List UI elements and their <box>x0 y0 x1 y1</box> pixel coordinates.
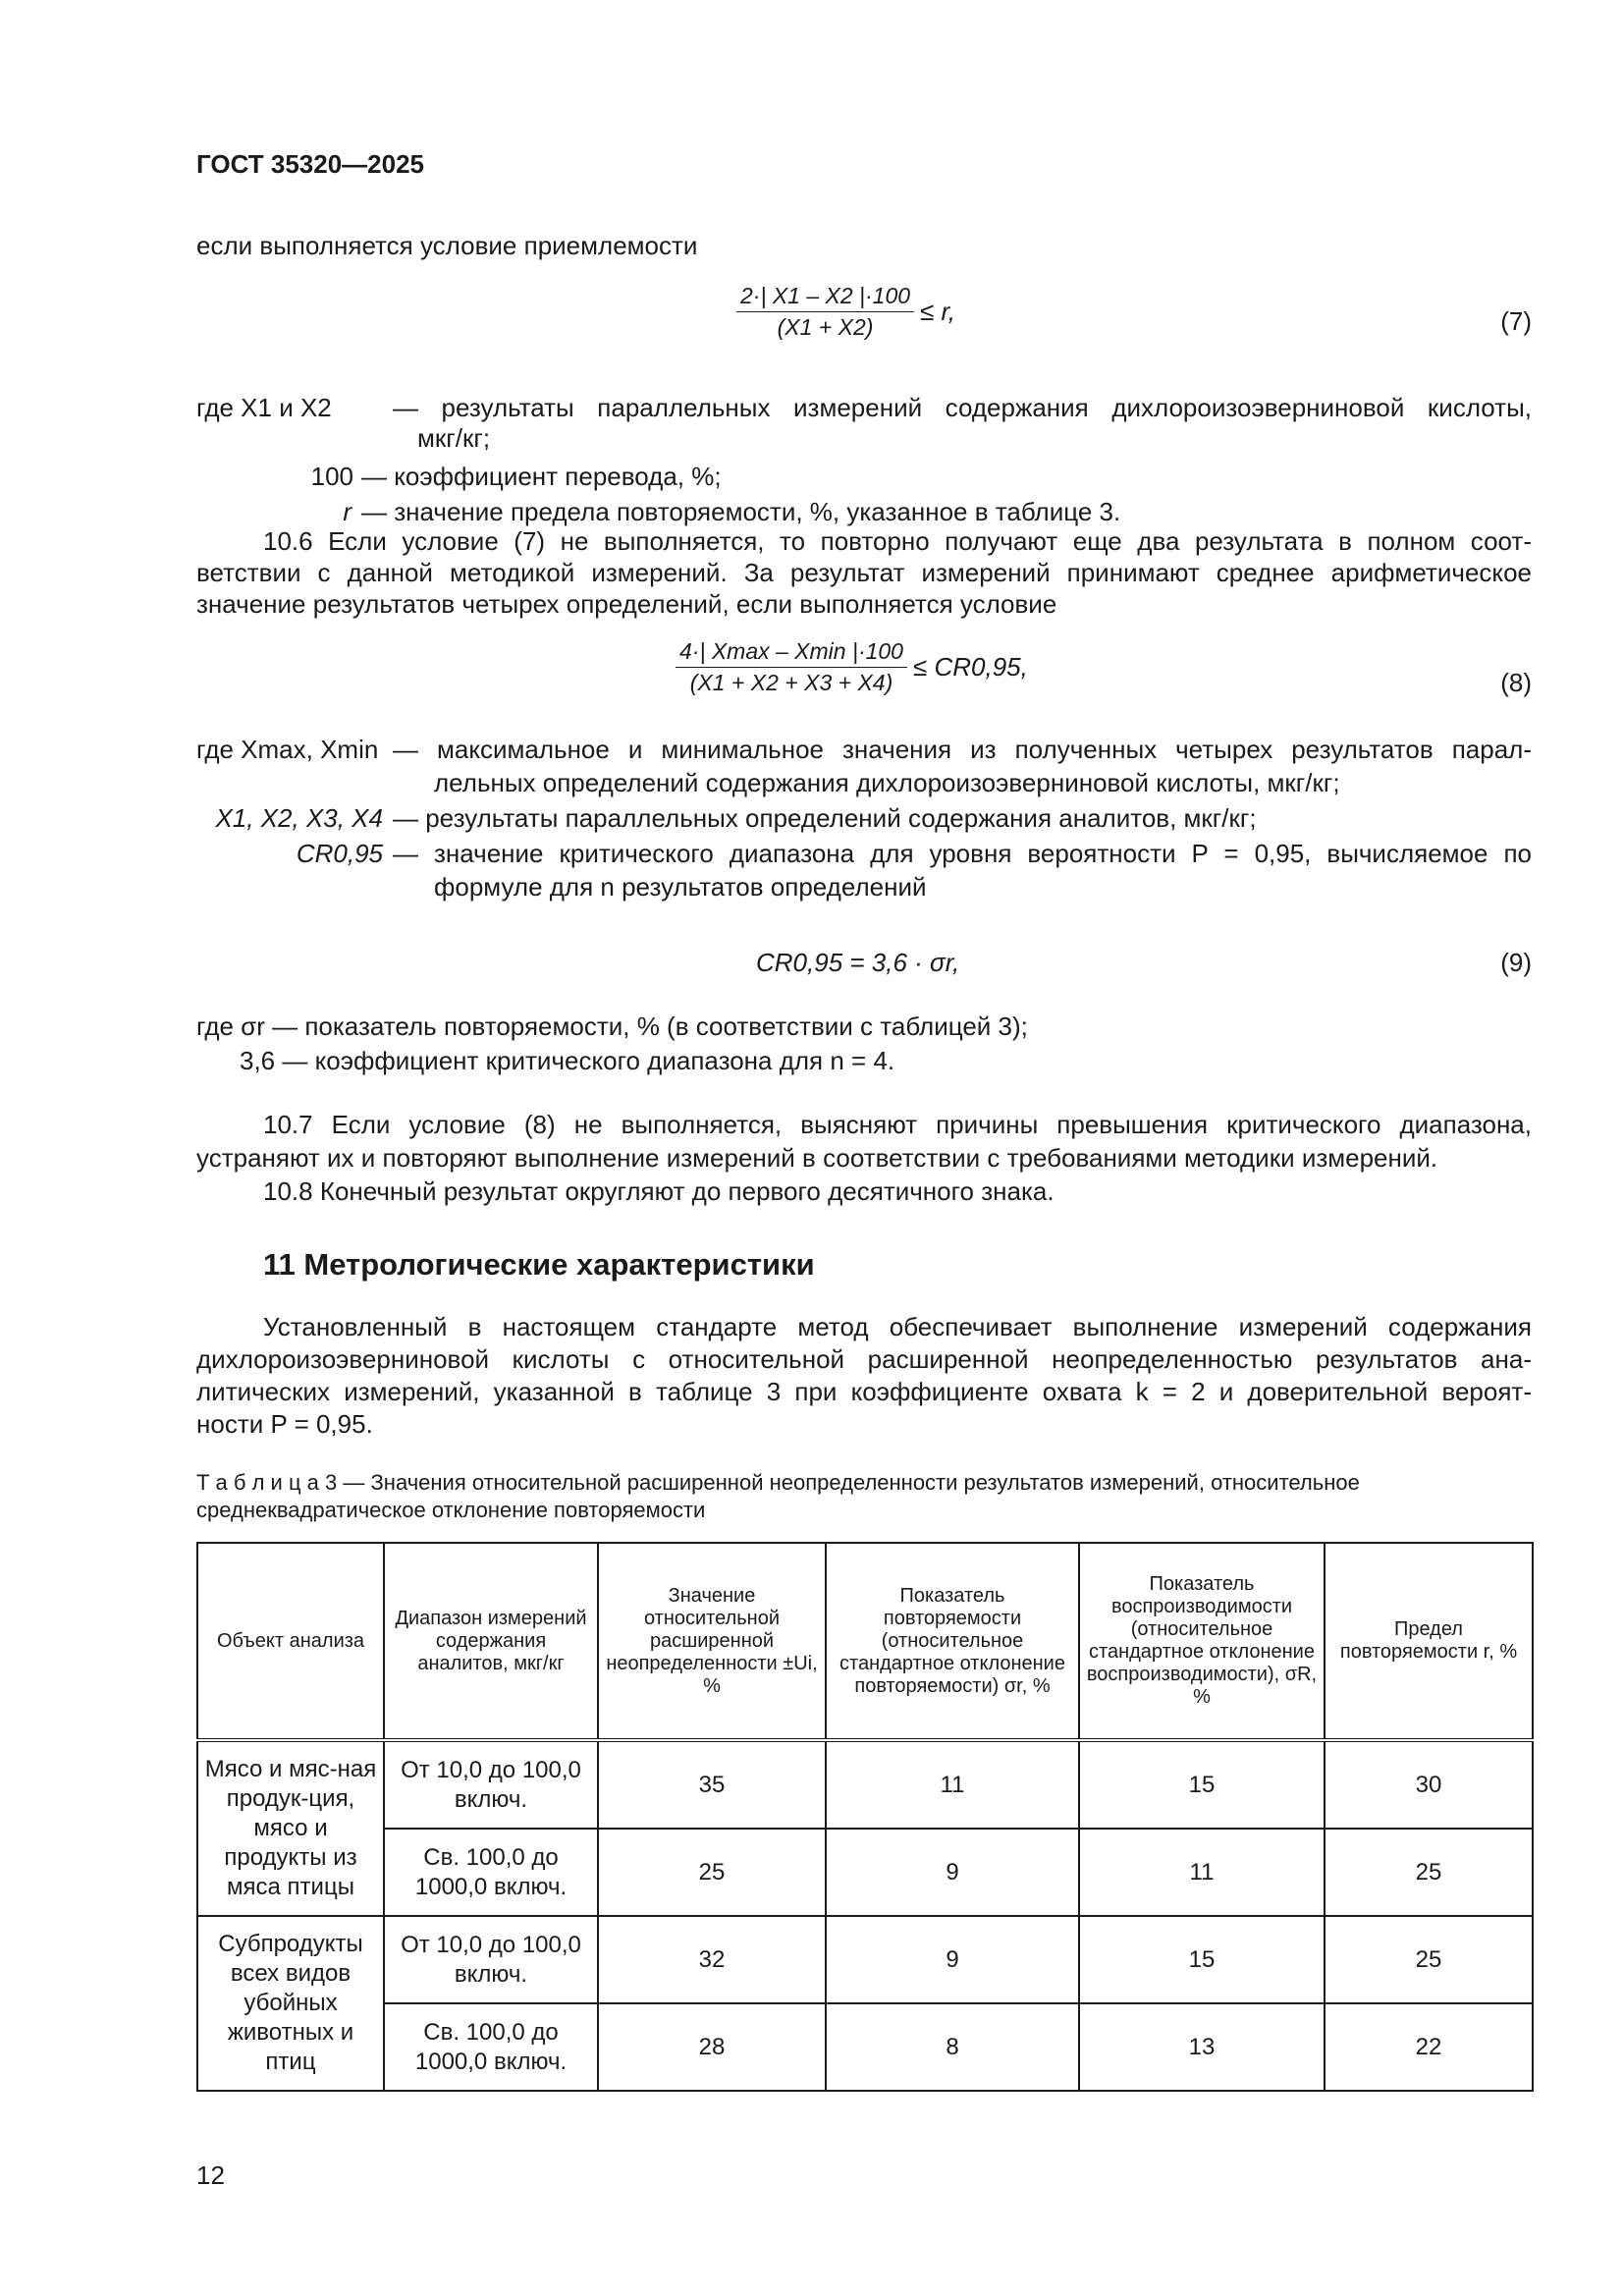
table-row <box>197 1916 1533 2003</box>
where8-sym2: X1, X2, X3, X4 <box>215 803 383 833</box>
para-10-6-line3: значение результатов четырех определений, если выполняется условие <box>196 589 1057 619</box>
table3-uncertainty-cell: 32 <box>598 1916 826 2003</box>
table3-header-object: Объект анализа <box>197 1543 384 1740</box>
equation-9-expr: CR0,95 = 3,6 · σr, <box>756 948 960 977</box>
table-3 <box>196 1542 1534 2092</box>
document-header-title: ГОСТ 35320—2025 <box>196 149 424 179</box>
para-10-7-line2: устраняют их и повторяют выполнение измерений в соответствии с требованиями методики измерений. <box>196 1143 1438 1173</box>
table3-range-cell: От 10,0 до 100,0 включ. <box>384 1916 598 2003</box>
table3-caption-cont: среднеквадратическое отклонение повторяемости <box>196 1498 706 1522</box>
table3-reproducibility-cell: 11 <box>1079 1829 1325 1916</box>
para-10-7-line1: 10.7 Если условие (8) не выполняется, выясняют причины превышения критического диапазона, <box>263 1110 1532 1139</box>
table-row <box>197 2003 1533 2091</box>
where8-def1: — максимальное и минимальное значения из полученных четырех результатов парал- <box>393 735 1532 764</box>
where8-sym3: CR0,95 <box>296 839 383 868</box>
where7-sym3: r <box>343 497 352 526</box>
section-11-line1: Установленный в настоящем стандарте метод обеспечивает выполнение измерений содержания <box>263 1312 1532 1341</box>
table3-header-reproducibility: Показатель воспроизводимости (относительное стандартное отклонение воспроизводимости), σR, % <box>1079 1543 1325 1740</box>
table3-header-repeatability: Показатель повторяемости (относительное стандартное отклонение повторяемости) σr, % <box>826 1543 1079 1740</box>
equation-8-numerator: 4·| Xmax – Xmin |·100 <box>676 638 907 668</box>
equation-9 <box>196 948 1532 987</box>
para-10-6-line1: 10.6 Если условие (7) не выполняется, то повторно получают еще два результата в полном соот- <box>263 526 1532 556</box>
table3-limit-cell: 25 <box>1325 1916 1533 2003</box>
table3-reproducibility-cell: 13 <box>1079 2003 1325 2091</box>
table3-uncertainty-cell: 25 <box>598 1829 826 1916</box>
where9-line2: 3,6 — коэффициент критического диапазона для n = 4. <box>240 1046 895 1075</box>
section-11-line4: ности P = 0,95. <box>196 1409 373 1439</box>
equation-7-fraction <box>736 283 914 341</box>
where8-def3-cont: формуле для n результатов определений <box>434 872 927 902</box>
table3-header-range: Диапазон измерений содержания аналитов, мкг/кг <box>384 1543 598 1740</box>
where8-def3: — значение критического диапазона для уровня вероятности P = 0,95, вычисляемое по <box>393 839 1532 868</box>
equation-8-denominator: (X1 + X2 + X3 + X4) <box>689 670 893 695</box>
table3-range-cell: Св. 100,0 до 1000,0 включ. <box>384 2003 598 2091</box>
table3-repeatability-cell: 11 <box>826 1740 1079 1829</box>
equation-7-number: (7) <box>1500 306 1532 336</box>
table-row <box>197 1740 1533 1829</box>
table3-repeatability-cell: 9 <box>826 1829 1079 1916</box>
where9-line1: где σr — показатель повторяемости, % (в соответствии с таблицей 3); <box>196 1011 1028 1041</box>
where7-def1-cont: мкг/кг; <box>417 423 491 453</box>
where8-lead: где Xmax, Xmin <box>196 735 379 764</box>
table3-reproducibility-cell: 15 <box>1079 1740 1325 1829</box>
where7-def3: — значение предела повторяемости, %, указанное в таблице 3. <box>361 497 1121 526</box>
table3-repeatability-cell: 9 <box>826 1916 1079 2003</box>
table3-caption-text: — Значения относительной расширенной неопределенности результатов измерений, относительное <box>343 1470 1360 1495</box>
para-10-6-line2: ветствии с данной методикой измерений. За результат измерений принимают среднее арифметическое <box>196 558 1532 587</box>
table3-limit-cell: 22 <box>1325 2003 1533 2091</box>
table3-header-limit: Предел повторяемости r, % <box>1325 1543 1533 1740</box>
table3-uncertainty-cell: 28 <box>598 2003 826 2091</box>
intro-line: если выполняется условие приемлемости <box>196 231 698 260</box>
where8-def2: — результаты параллельных определений содержания аналитов, мкг/кг; <box>393 803 1257 833</box>
table3-header-uncertainty: Значение относительной расширенной неопределенности ±Ui, % <box>598 1543 826 1740</box>
equation-7-denominator: (X1 + X2) <box>777 314 874 340</box>
para-10-8: 10.8 Конечный результат округляют до первого десятичного знака. <box>263 1176 1055 1206</box>
table3-caption-label: Т а б л и ц а 3 <box>196 1470 338 1495</box>
where8-def1-cont: лельных определений содержания дихлороизоэверниновой кислоты, мкг/кг; <box>434 768 1340 797</box>
table3-uncertainty-cell: 35 <box>598 1740 826 1829</box>
table3-repeatability-cell: 8 <box>826 2003 1079 2091</box>
table3-limit-cell: 25 <box>1325 1829 1533 1916</box>
table3-caption <box>196 1470 1532 1496</box>
section-11-line3: литических измерений, указанной в таблице 3 при коэффициенте охвата k = 2 и доверительной вероят- <box>196 1377 1532 1406</box>
where7-sym2: 100 <box>310 462 353 491</box>
equation-8-rhs: ≤ CR0,95, <box>912 652 1028 683</box>
equation-8-fraction <box>676 638 907 696</box>
table3-reproducibility-cell: 15 <box>1079 1916 1325 2003</box>
equation-7-rhs: ≤ r, <box>920 297 956 327</box>
equation-8-number: (8) <box>1500 668 1532 697</box>
table3-object-cell: Субпродукты всех видов убойных животных и птиц <box>197 1916 384 2091</box>
table3-header-row <box>197 1543 1533 1740</box>
table3-range-cell: От 10,0 до 100,0 включ. <box>384 1740 598 1829</box>
equation-9-number: (9) <box>1500 948 1532 977</box>
table3-limit-cell: 30 <box>1325 1740 1533 1829</box>
section-11-heading: 11 Метрологические характеристики <box>263 1247 815 1282</box>
table3-object-cell: Мясо и мяс-ная продук-ция, мясо и продукты из мяса птицы <box>197 1740 384 1916</box>
table3-range-cell: Св. 100,0 до 1000,0 включ. <box>384 1829 598 1916</box>
where7-def1: — результаты параллельных измерений содержания дихлороизоэверниновой кислоты, <box>393 393 1532 422</box>
where7-lead: где X1 и X2 <box>196 393 332 422</box>
equation-7 <box>196 283 1532 352</box>
equation-7-numerator: 2·| X1 – X2 |·100 <box>736 283 914 312</box>
equation-8 <box>196 638 1532 709</box>
page-number: 12 <box>196 2160 225 2190</box>
section-11-line2: дихлороизоэверниновой кислоты с относительной расширенной неопределенностью результатов ана- <box>196 1344 1532 1374</box>
where7-def2: — коэффициент перевода, %; <box>361 462 722 491</box>
table-row <box>197 1829 1533 1916</box>
